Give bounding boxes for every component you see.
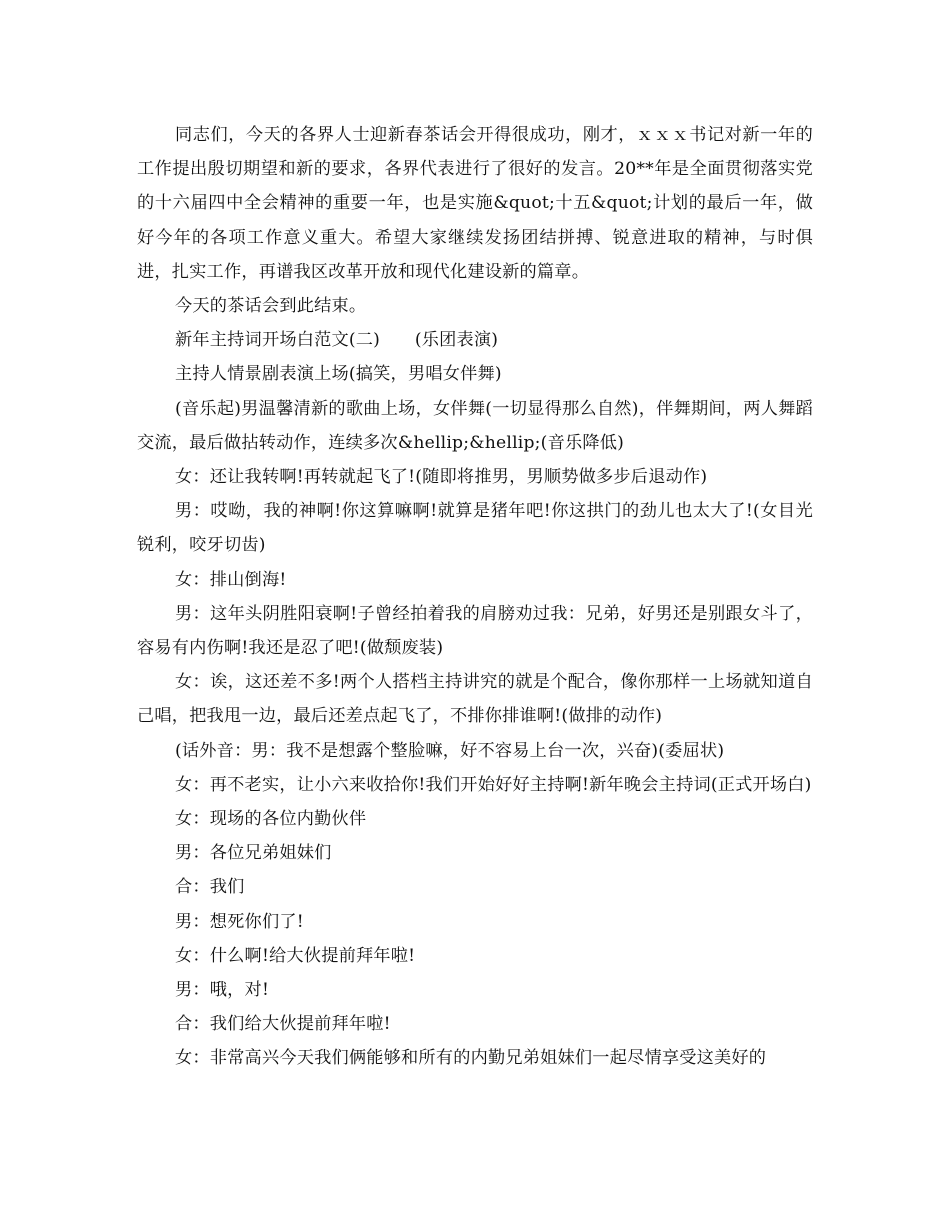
dialogue-line: 女：非常高兴今天我们俩能够和所有的内勤兄弟姐妹们一起尽情享受这美好的 — [175, 1048, 767, 1069]
stage-direction: 主持人情景剧表演上场(搞笑，男唱女伴舞) — [175, 364, 502, 385]
dialogue-line: 女：还让我转啊!再转就起飞了!(随即将推男，男顺势做多步后退动作) — [175, 467, 708, 488]
paragraph-closing-speech: 同志们，今天的各界人士迎新春茶话会开得很成功，刚才，ｘｘｘ书记对新一年的工作提出殷切期望和新的要求，各界代表进行了很好的发言。20**年是全面贯彻落实党的十六届四中全会精神的重要一年，也是实施&quot;十五&quot;计划的最后一年，做好今年的各项工作意义重大。希望大家继续发扬团结拼搏、锐意进取的精神，与时俱进，扎实工作，再谱我区改革开放和现代化建设新的篇章。 — [137, 125, 813, 282]
dialogue-line: 男：想死你们了! — [175, 911, 304, 932]
dialogue-line: 女：现场的各位内勤伙伴 — [175, 809, 367, 830]
dialogue-line: 男：这年头阴胜阳衰啊!子曾经拍着我的肩膀劝过我：兄弟，好男还是别跟女斗了，容易有内伤啊!我还是忍了吧!(做颓废装) — [137, 603, 813, 659]
document-body — [137, 118, 813, 1076]
section-heading: 新年主持词开场白范文(二) (乐团表演) — [175, 330, 499, 351]
paragraph-end-notice: 今天的茶话会到此结束。 — [175, 296, 367, 317]
dialogue-line: 女：再不老实，让小六来收拾你!我们开始好好主持啊!新年晚会主持词(正式开场白) — [175, 774, 812, 795]
dialogue-line: 男：哦，对! — [175, 980, 270, 1001]
dialogue-line: 女：什么啊!给大伙提前拜年啦! — [175, 945, 416, 966]
dialogue-line: 男：哎呦，我的神啊!你这算嘛啊!就算是猪年吧!你这拱门的劲儿也太大了!(女目光锐利，咬牙切齿) — [137, 501, 813, 556]
stage-direction: (话外音：男：我不是想露个整脸嘛，好不容易上台一次，兴奋)(委屈状) — [175, 740, 725, 761]
dialogue-line: 女：诶，这还差不多!两个人搭档主持讲究的就是个配合，像你那样一上场就知道自己唱，把我甩一边，最后还差点起飞了，不排你排谁啊!(做排的动作) — [137, 672, 813, 727]
dialogue-line: 合：我们给大伙提前拜年啦! — [175, 1014, 391, 1035]
dialogue-line: 男：各位兄弟姐妹们 — [175, 843, 332, 864]
stage-direction: (音乐起)男温馨清新的歌曲上场，女伴舞(一切显得那么自然)，伴舞期间，两人舞蹈交流，最后做拈转动作，连续多次&hellip;&hellip;(音乐降低) — [137, 398, 813, 453]
dialogue-line: 女：排山倒海! — [175, 569, 287, 590]
dialogue-line: 合：我们 — [175, 877, 245, 898]
